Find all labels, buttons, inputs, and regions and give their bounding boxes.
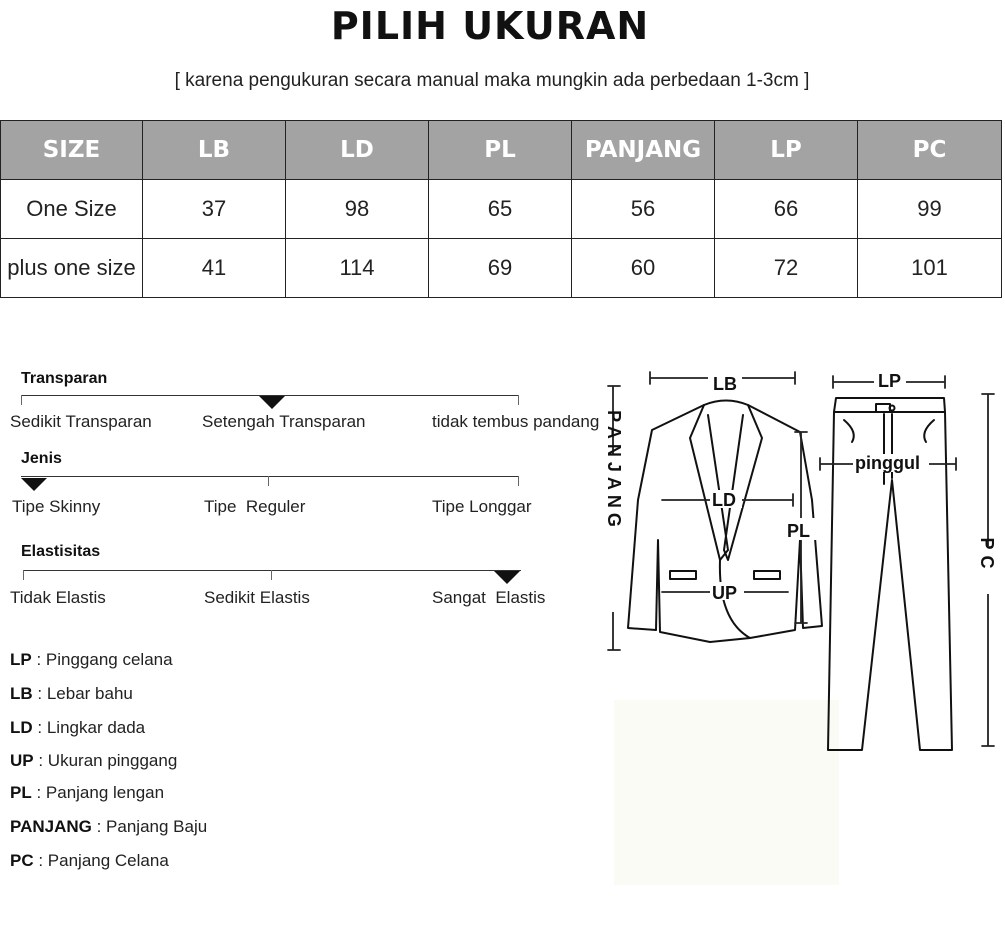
selected-marker-jenis xyxy=(21,478,47,491)
option-tipe-reguler: Tipe Reguler xyxy=(204,497,306,516)
scale-tick xyxy=(271,570,272,580)
legend-item: PC : Panjang Celana xyxy=(10,851,169,870)
scale-tick xyxy=(268,476,269,486)
option-tipe-skinny: Tipe Skinny xyxy=(12,497,101,516)
cell-size: One Size xyxy=(1,180,143,239)
label-lb: LB xyxy=(713,374,737,394)
cell-pl: 65 xyxy=(429,180,572,239)
option-tidak-elastis: Tidak Elastis xyxy=(10,588,106,607)
cell-panjang: 56 xyxy=(572,180,715,239)
option-sangat-elastis: Sangat Elastis xyxy=(432,588,546,607)
scale-tick xyxy=(21,395,22,405)
scale-line-elastisitas xyxy=(23,570,521,571)
cell-pc: 99 xyxy=(858,180,1002,239)
measurement-diagram xyxy=(600,360,1005,920)
legend-item: LD : Lingkar dada xyxy=(10,718,146,737)
legend-abbr: PL xyxy=(10,783,32,802)
header-lb: LB xyxy=(143,121,286,180)
legend-desc: Lingkar dada xyxy=(46,718,146,737)
cell-pl: 69 xyxy=(429,239,572,298)
scale-title-elastisitas: Elastisitas xyxy=(21,543,101,560)
scale-tick xyxy=(23,570,24,580)
legend-desc: Ukuran pinggang xyxy=(47,751,178,770)
header-panjang: PANJANG xyxy=(572,121,715,180)
size-table xyxy=(0,120,1002,298)
legend-desc: Pinggang celana xyxy=(45,650,173,669)
legend-desc: Lebar bahu xyxy=(46,684,133,703)
legend-desc: Panjang Baju xyxy=(106,817,208,836)
header-lp: LP xyxy=(715,121,858,180)
measure-guides xyxy=(608,372,994,746)
legend-item: LP : Pinggang celana xyxy=(10,650,173,669)
selected-marker-elastisitas xyxy=(494,571,520,584)
header-ld: LD xyxy=(286,121,429,180)
label-pinggul: pinggul xyxy=(855,453,920,473)
label-lp: LP xyxy=(878,371,902,391)
table-row xyxy=(1,180,1002,239)
page-title: PILIH UKURAN xyxy=(330,4,650,48)
cell-ld: 114 xyxy=(286,239,429,298)
legend-item: UP : Ukuran pinggang xyxy=(10,751,178,770)
cell-lb: 37 xyxy=(143,180,286,239)
option-sedikit-elastis: Sedikit Elastis xyxy=(204,588,310,607)
scale-tick xyxy=(518,395,519,405)
cell-ld: 98 xyxy=(286,180,429,239)
legend-desc: Panjang Celana xyxy=(47,851,169,870)
label-ld: LD xyxy=(712,490,736,510)
pants-outline xyxy=(828,398,952,750)
scale-tick xyxy=(518,476,519,486)
size-table-header-row xyxy=(1,121,1002,180)
legend-abbr: PC xyxy=(10,851,34,870)
diagram-backdrop xyxy=(614,700,839,885)
cell-lp: 72 xyxy=(715,239,858,298)
label-up: UP xyxy=(712,583,738,603)
cell-pc: 101 xyxy=(858,239,1002,298)
cell-size xyxy=(1,239,143,298)
header-pl: PL xyxy=(429,121,572,180)
cell-lb: 41 xyxy=(143,239,286,298)
scale-line-jenis xyxy=(21,476,519,477)
option-tidak-tembus-pandang: tidak tembus pandang xyxy=(432,412,600,431)
legend-abbr: LD xyxy=(10,718,33,737)
option-setengah-transparan: Setengah Transparan xyxy=(202,412,366,431)
option-tipe-longgar: Tipe Longgar xyxy=(432,497,532,516)
legend-desc: Panjang lengan xyxy=(45,783,165,802)
label-pc: PC xyxy=(977,537,997,575)
label-pl: PL xyxy=(787,521,811,541)
scale-title-jenis: Jenis xyxy=(21,450,62,467)
legend-item: LB : Lebar bahu xyxy=(10,684,133,703)
legend-abbr: PANJANG xyxy=(10,817,92,836)
header-size: SIZE xyxy=(1,121,143,180)
table-row xyxy=(1,239,1002,298)
cell-panjang: 60 xyxy=(572,239,715,298)
legend-abbr: LB xyxy=(10,684,33,703)
legend-abbr: UP xyxy=(10,751,34,770)
legend-item: PANJANG : Panjang Baju xyxy=(10,817,208,836)
legend-item: PL : Panjang lengan xyxy=(10,783,165,802)
cell-lp: 66 xyxy=(715,180,858,239)
header-pc: PC xyxy=(858,121,1002,180)
option-sedikit-transparan: Sedikit Transparan xyxy=(10,412,152,431)
cell-size-text: plus one size xyxy=(7,255,136,280)
legend-abbr: LP xyxy=(10,650,32,669)
scale-title-transparan: Transparan xyxy=(21,370,108,387)
selected-marker-transparan xyxy=(259,396,285,409)
label-panjang: PANJANG xyxy=(604,410,624,532)
measurement-note: [ karena pengukuran secara manual maka mungkin ada perbedaan 1-3cm ] xyxy=(174,70,810,91)
